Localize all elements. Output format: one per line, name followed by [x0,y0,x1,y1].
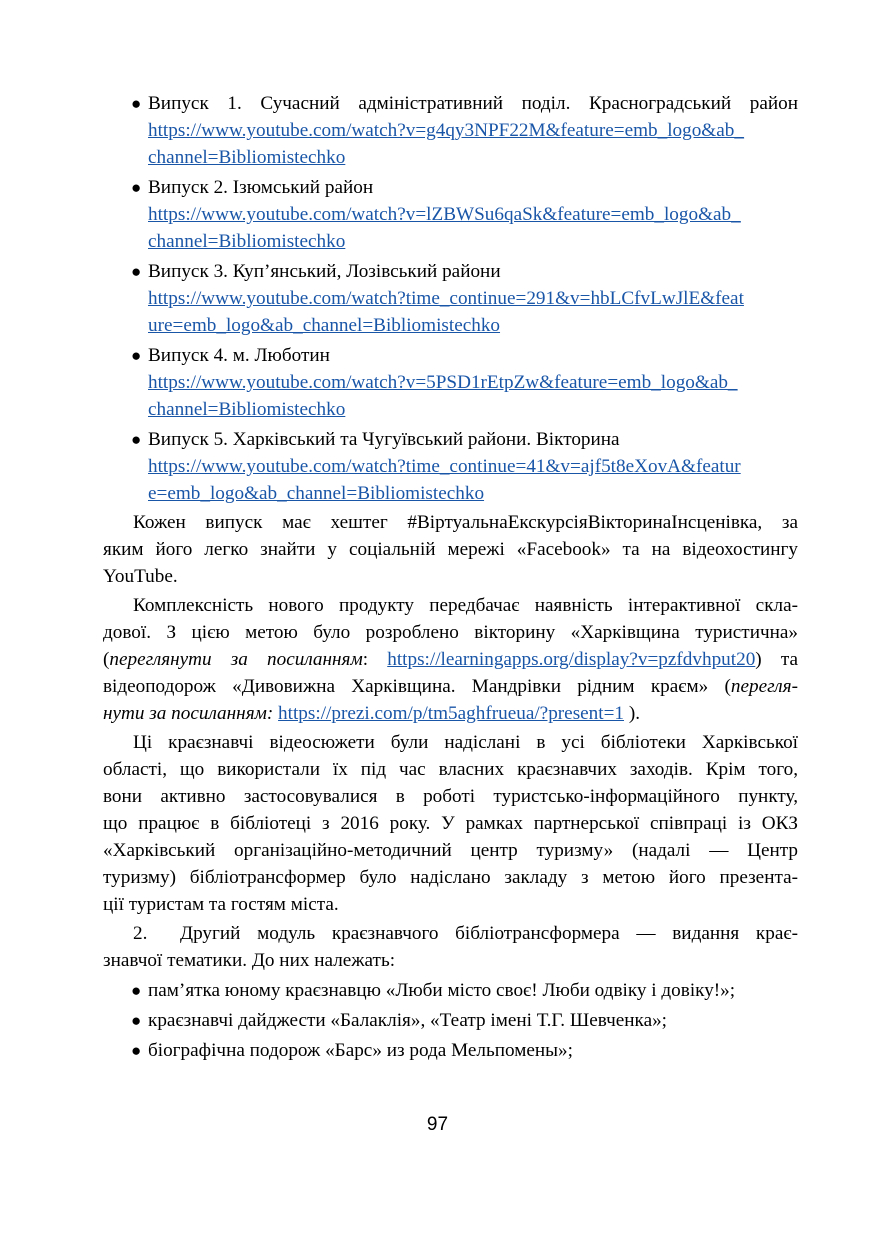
episode-link[interactable] [148,287,798,311]
youtube-link[interactable]: e=emb_logo&ab_channel=Bibliomistechko [148,483,485,504]
youtube-link[interactable]: https://www.youtube.com/watch?v=g4qy3NPF22M&feature=emb_logo&ab_ [148,120,744,141]
bullet-icon: ● [131,430,142,449]
episode-link-cont[interactable] [148,482,798,506]
text-line: YouTube. [103,566,178,587]
text-line: яким його легко знайти у соціальній мережі «Facebook» та на відеохостингу [103,539,798,560]
text-line: «Харківський організаційно-методичний центр туризму» (надалі — Центр [103,840,798,861]
youtube-link[interactable]: channel=Bibliomistechko [148,231,346,252]
text-line-with-link [103,648,798,672]
italic-text: переглянути за посиланням [109,649,363,670]
text-line: Комплексність нового продукту передбачає наявність інтерактивної скла- [133,595,798,616]
episode-link-cont[interactable] [148,398,798,422]
text-line: Ці краєзнавчі відеосюжети були надіслані в усі бібліотеки Харківської [133,732,798,753]
text-fragment: ( [103,649,110,670]
episode-title: Випуск 5. Харківський та Чугуївський райони. Вікторина [148,429,620,450]
text-line: дової. З цією метою було розроблено вікторину «Харківщина туристична» [103,622,798,643]
bullet-icon: ● [131,94,142,113]
text-line: ції туристам та гостям міста. [103,894,339,915]
italic-text: перегля- [730,676,798,697]
bullet-icon: ● [131,262,142,281]
text-fragment: відеоподорож «Дивовижна Харківщина. Мандрівки рідним краєм» ( [103,676,731,697]
youtube-link[interactable]: channel=Bibliomistechko [148,147,346,168]
list-item: біографічна подорож «Барс» из рода Мельпомены»; [148,1040,573,1061]
episode-link[interactable] [148,455,798,479]
bullet-icon: ● [131,1041,142,1060]
episode-link[interactable] [148,119,798,143]
text-line: Кожен випуск має хештег #ВіртуальнаЕкскурсіяВікторинаІнсценівка, за [133,512,798,533]
bullet-icon: ● [131,178,142,197]
bullet-icon: ● [131,346,142,365]
text-line: знавчої тематики. До них належать: [103,950,396,971]
episode-link-cont[interactable] [148,314,798,338]
text-line: області, що використали їх під час власних краєзнавчих заходів. Крім того, [103,759,798,780]
bullet-icon: ● [131,1011,142,1030]
list-item: краєзнавчі дайджести «Балаклія», «Театр імені Т.Г. Шевченка»; [148,1010,668,1031]
text-fragment: : [362,649,388,670]
episode-link-cont[interactable] [148,230,798,254]
youtube-link[interactable]: https://www.youtube.com/watch?time_continue=41&v=ajf5t8eXovA&featur [148,456,741,477]
episode-title: Випуск 2. Ізюмський район [148,177,374,198]
episode-title: Випуск 1. Сучасний адміністративний поділ. Красноградський район [148,93,798,114]
episode-link[interactable] [148,371,798,395]
page-number: 97 [426,1114,449,1135]
episode-title: Випуск 3. Куп’янський, Лозівський райони [148,261,501,282]
italic-text: нути за посиланням: [103,703,274,724]
list-item: пам’ятка юному краєзнавцю «Люби місто своє! Люби одвіку і довіку!»; [148,980,736,1001]
text-line: що працює в бібліотеці з 2016 року. У рамках партнерської співпраці із ОКЗ [103,813,798,834]
text-line [103,675,798,699]
prezi-link[interactable]: https://prezi.com/p/tm5aghfrueua/?present=1 [278,703,625,724]
text-line: Другий модуль краєзнавчого бібліотрансформера — видання крає- [180,923,798,944]
text-fragment: ) та [755,649,798,670]
bullet-icon: ● [131,981,142,1000]
youtube-link[interactable]: ure=emb_logo&ab_channel=Bibliomistechko [148,315,501,336]
text-line: туризму) бібліотрансформер було надіслано закладу з метою його презента- [103,867,798,888]
youtube-link[interactable]: https://www.youtube.com/watch?v=lZBWSu6qaSk&feature=emb_logo&ab_ [148,204,741,225]
youtube-link[interactable]: channel=Bibliomistechko [148,399,346,420]
text-line-with-link [103,702,798,726]
learningapps-link[interactable]: https://learningapps.org/display?v=pzfdvhput20 [387,649,756,670]
episode-link[interactable] [148,203,798,227]
youtube-link[interactable]: https://www.youtube.com/watch?v=5PSD1rEtpZw&feature=emb_logo&ab_ [148,372,738,393]
text-fragment: ). [624,703,640,724]
episode-link-cont[interactable] [148,146,798,170]
episode-title: Випуск 4. м. Люботин [148,345,330,366]
list-number: 2. [133,923,148,944]
youtube-link[interactable]: https://www.youtube.com/watch?time_continue=291&v=hbLCfvLwJlE&feat [148,288,744,309]
text-line: вони активно застосовувалися в роботі туристсько-інформаційного пункту, [103,786,798,807]
